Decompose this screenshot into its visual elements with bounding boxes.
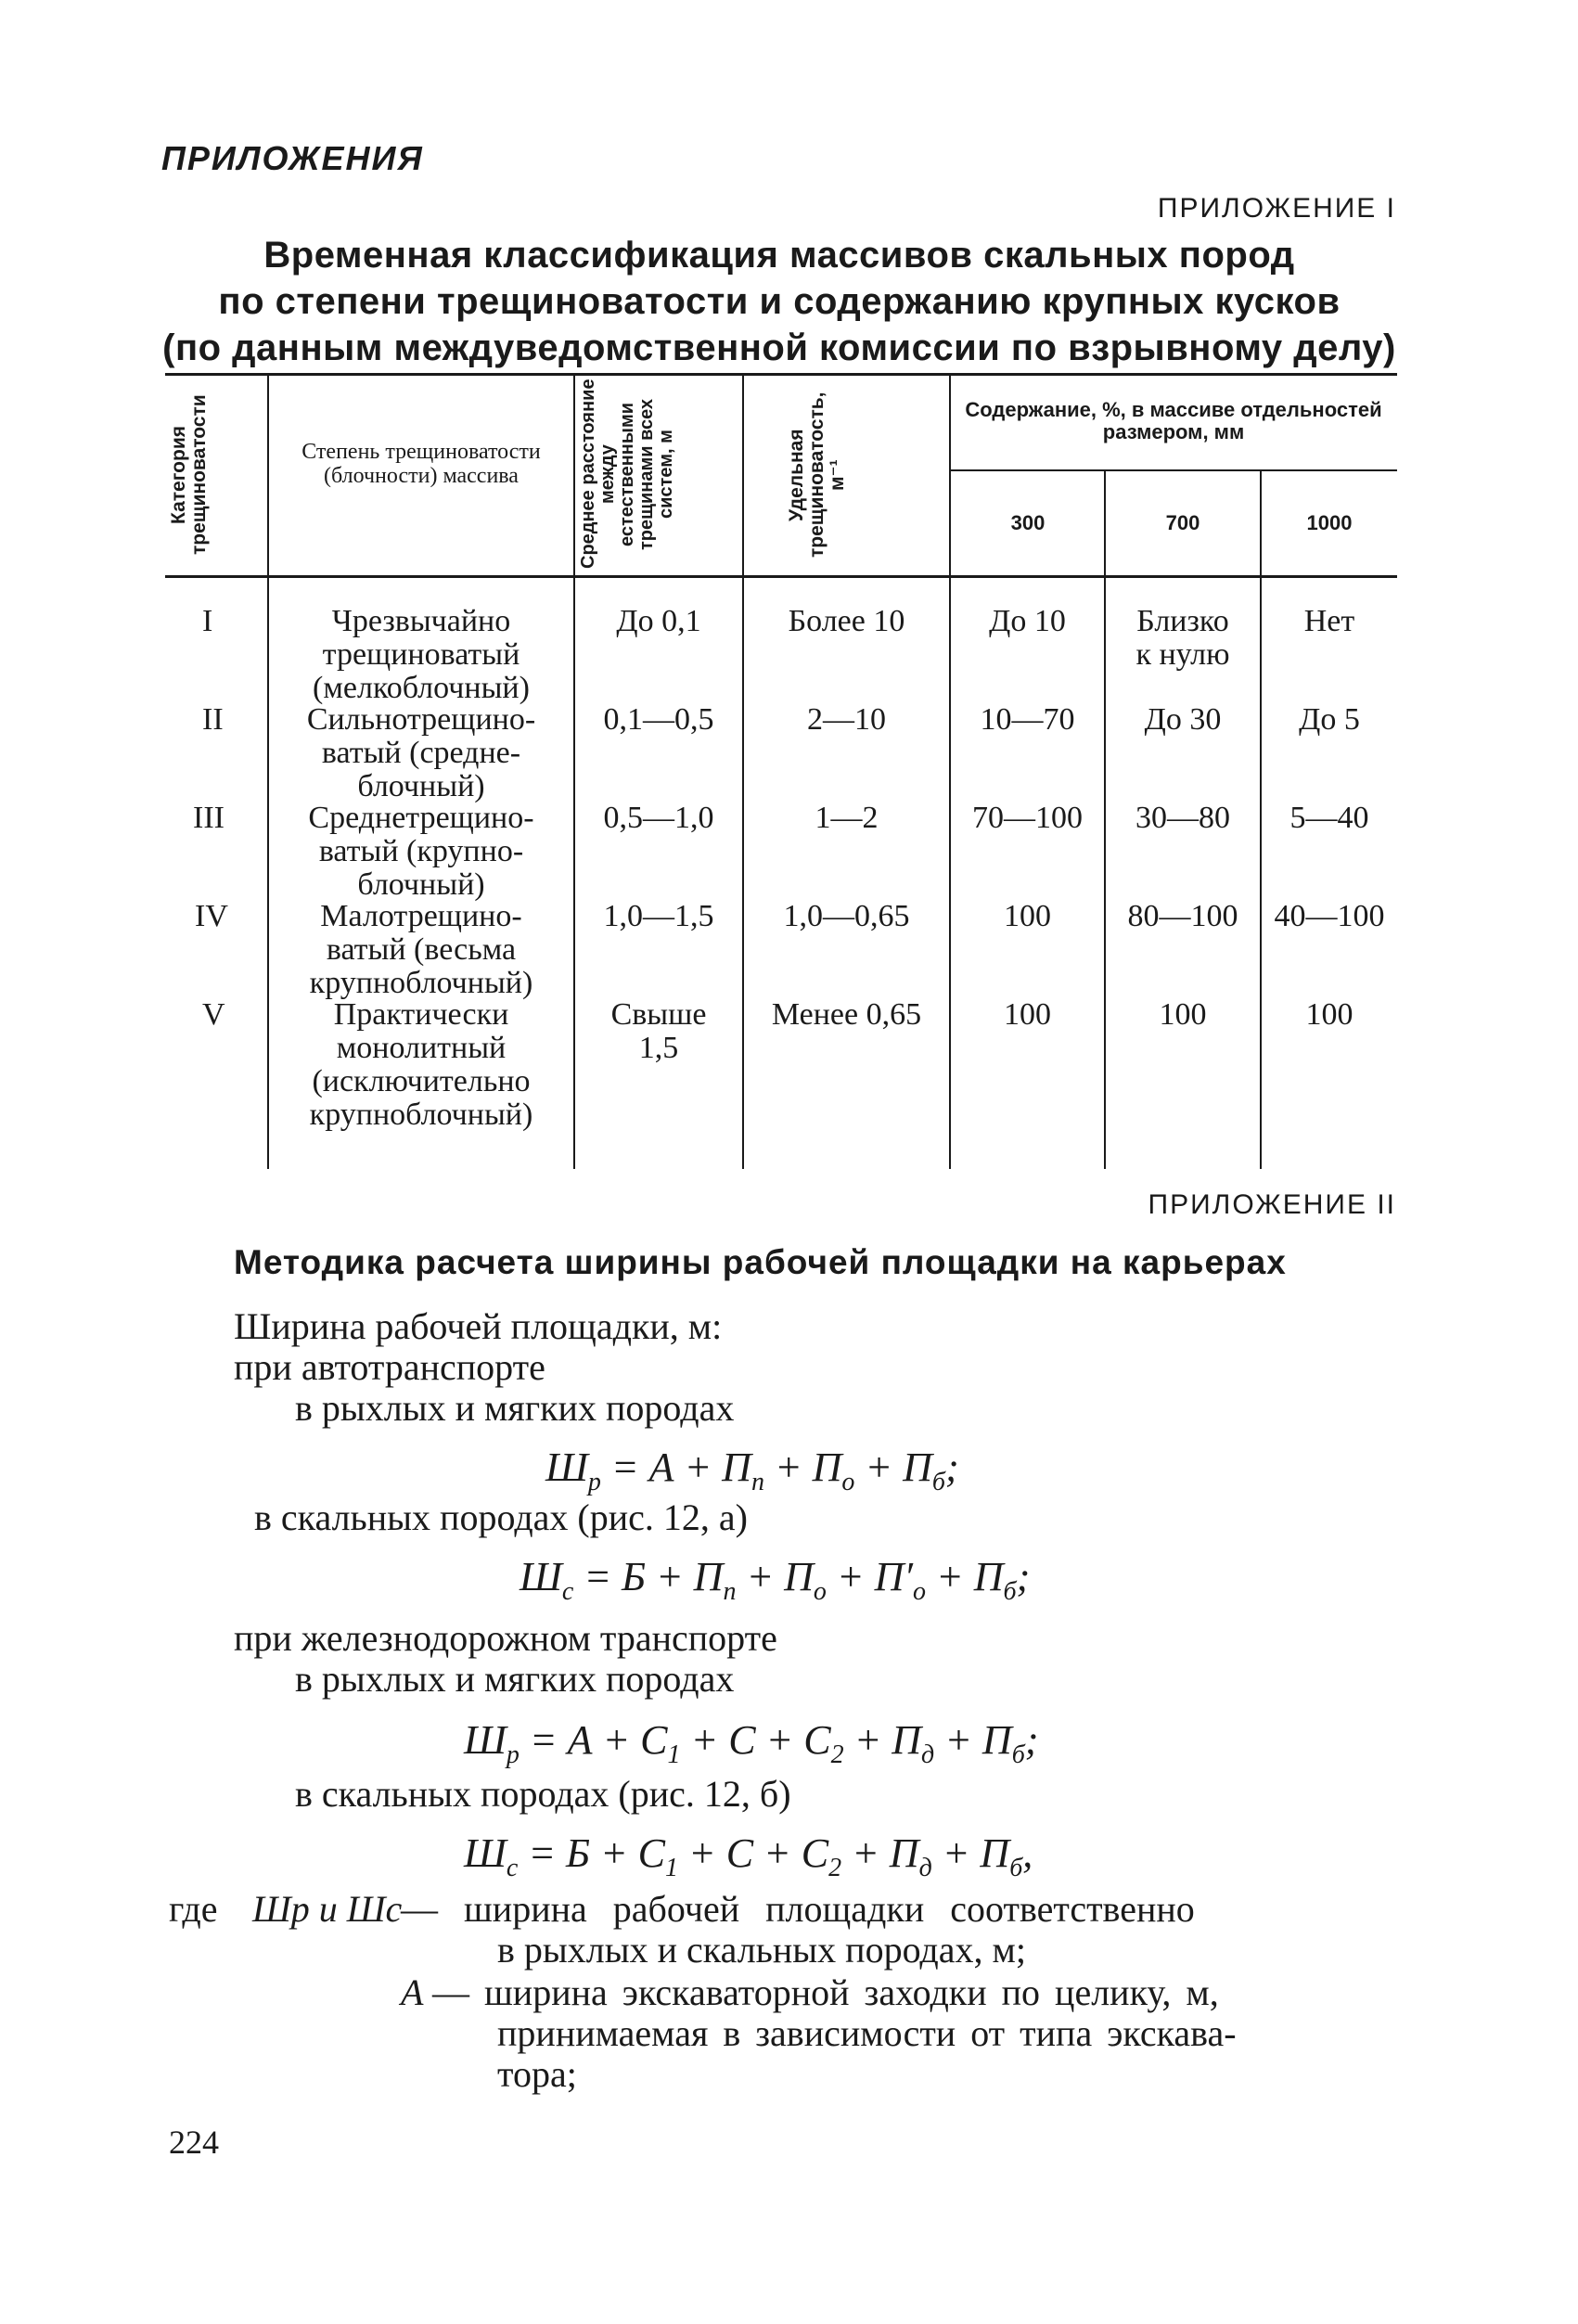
row-distance: [575, 900, 742, 933]
classification-table: [165, 373, 1397, 1169]
row-content-700: [1106, 703, 1260, 737]
header-distance: Среднее расстояние между естественными трещинами всех систем, м: [578, 379, 676, 570]
row-content-300: 100: [1004, 899, 1051, 933]
degree-line: Сильнотрещино-: [306, 702, 536, 737]
row-category: II: [202, 702, 224, 737]
degree-line: ватый (крупно-: [318, 834, 524, 868]
row-category: I: [202, 604, 213, 638]
header-content-group: Содержание, %, в массиве отдельностей размером, мм: [965, 398, 1382, 443]
definition-2-term: А: [401, 1971, 424, 2013]
formula-4: $Ш_с = Б + С_1 + С + С_2 + П_д + П_б$,: [464, 1830, 1033, 1882]
content-line: 30—80: [1135, 801, 1230, 835]
appendix-1-title: [158, 232, 1401, 371]
row-content-700: [1106, 605, 1260, 672]
content-line: До 30: [1144, 702, 1222, 737]
auto-transport-text: при автотранспорте: [234, 1346, 545, 1388]
section-heading: ПРИЛОЖЕНИЯ: [161, 139, 424, 177]
degree-line: трещиноватый: [322, 637, 520, 672]
appendix-1-label: ПРИЛОЖЕНИЕ I: [1157, 193, 1396, 224]
title-line: (по данным междуведомственной комиссии по взрывному делу): [162, 327, 1396, 368]
distance-line: Свыше: [610, 997, 707, 1032]
distance-line: До 0,1: [616, 604, 701, 638]
definition-1-terms: Шр и Шс: [252, 1888, 403, 1930]
definition-2-line-1: — ширина экскаваторной заходки по целику, м,: [432, 1971, 1219, 2013]
row-distance: [575, 703, 742, 737]
rock-text-2: в скальных породах (рис. 12, б): [295, 1773, 791, 1815]
row-specific: Более 10: [788, 604, 905, 638]
row-content-700: [1106, 802, 1260, 835]
row-content-1000: До 5: [1299, 702, 1360, 737]
content-line: Близко: [1136, 604, 1229, 638]
degree-line: Среднетрещино-: [308, 801, 534, 835]
row-content-300: 100: [1004, 997, 1051, 1032]
row-distance: [575, 998, 742, 1065]
degree-line: крупноблочный): [309, 966, 533, 1000]
degree-line: ватый (средне-: [321, 736, 521, 770]
row-content-1000: 40—100: [1274, 899, 1385, 933]
distance-line: 0,1—0,5: [603, 702, 714, 737]
degree-line: (мелкоблочный): [313, 671, 530, 705]
content-line: 100: [1159, 997, 1207, 1032]
row-specific: 1,0—0,65: [783, 899, 910, 933]
distance-line: 0,5—1,0: [603, 801, 714, 835]
row-content-300: 70—100: [972, 801, 1083, 835]
definition-2-line-2: принимаемая в зависимости от типа экскава-: [497, 2012, 1237, 2054]
distance-line: 1,0—1,5: [603, 899, 714, 933]
row-degree: [269, 703, 573, 803]
row-content-700: [1106, 900, 1260, 933]
header-bottom-rule: [165, 575, 1397, 578]
row-degree: [269, 998, 573, 1132]
appendix-2-label: ПРИЛОЖЕНИЕ II: [1148, 1189, 1396, 1220]
row-degree: [269, 802, 573, 902]
degree-line: Малотрещино-: [320, 899, 522, 933]
row-content-300: До 10: [989, 604, 1066, 638]
title-line: Временная классификация массивов скальных пород: [263, 235, 1295, 276]
soft-rocks-text: в рыхлых и мягких породах: [295, 1387, 735, 1429]
row-specific: 2—10: [807, 702, 886, 737]
formula-3: $Ш_р = А + С_1 + С + С_2 + П_д + П_б$;: [464, 1717, 1039, 1769]
degree-line: монолитный: [336, 1031, 507, 1065]
header-category: Категория трещиноватости: [168, 394, 210, 556]
col-divider: [949, 373, 951, 1169]
row-category: IV: [195, 899, 228, 933]
table-top-rule: [165, 373, 1397, 376]
definition-2-line-3: тора;: [497, 2053, 577, 2095]
soft-rocks-text-2: в рыхлых и мягких породах: [295, 1658, 735, 1700]
row-degree: [269, 900, 573, 1000]
degree-line: блочный): [357, 867, 485, 902]
row-content-1000: Нет: [1303, 604, 1355, 638]
row-degree: [269, 605, 573, 705]
definition-1-line-1: — ширина рабочей площадки соответственно: [401, 1888, 1195, 1930]
row-distance: [575, 605, 742, 638]
degree-line: Чрезвычайно: [331, 604, 511, 638]
degree-line: Практически: [333, 997, 509, 1032]
where-text: где: [169, 1888, 218, 1930]
title-line: по степени трещиноватости и содержанию крупных кусков: [218, 281, 1341, 322]
formula-1: $Ш_р = А + П_п + П_о + П_б$;: [545, 1444, 959, 1496]
degree-line: крупноблочный): [309, 1098, 533, 1132]
definition-1-line-2: в рыхлых и скальных породах, м;: [497, 1929, 1026, 1971]
row-content-1000: 5—40: [1289, 801, 1369, 835]
header-size-1000: 1000: [1306, 511, 1353, 534]
header-specific: Удельная трещиноватость, м⁻¹: [786, 392, 848, 559]
header-size-700: 700: [1165, 511, 1200, 534]
formula-2: $Ш_с = Б + П_п + П_о + П'_о + П_б$;: [520, 1554, 1031, 1606]
distance-line: 1,5: [638, 1031, 679, 1065]
row-content-300: 10—70: [980, 702, 1075, 737]
header-size-300: 300: [1010, 511, 1046, 534]
page-number: 224: [169, 2124, 219, 2161]
row-content-700: [1106, 998, 1260, 1032]
col-divider: [742, 373, 744, 1169]
content-line: 80—100: [1127, 899, 1238, 933]
intro-text: Ширина рабочей площадки, м:: [234, 1305, 723, 1347]
header-degree: Степень трещиноватости (блочности) массива: [301, 440, 541, 488]
row-specific: Менее 0,65: [771, 997, 922, 1032]
row-distance: [575, 802, 742, 835]
rock-text-1: в скальных породах (рис. 12, а): [254, 1496, 748, 1538]
degree-line: (исключительно: [312, 1064, 531, 1098]
row-specific: 1—2: [815, 801, 879, 835]
content-line: к нулю: [1135, 637, 1230, 672]
degree-line: блочный): [357, 769, 485, 803]
degree-line: ватый (весьма: [326, 932, 517, 967]
rail-transport-text: при железнодорожном транспорте: [234, 1617, 777, 1659]
row-content-1000: 100: [1305, 997, 1353, 1032]
appendix-2-title: Методика расчета ширины рабочей площадки на карьерах: [234, 1243, 1287, 1281]
row-category: V: [202, 997, 225, 1032]
row-category: III: [193, 801, 225, 835]
group-header-rule: [949, 469, 1397, 471]
